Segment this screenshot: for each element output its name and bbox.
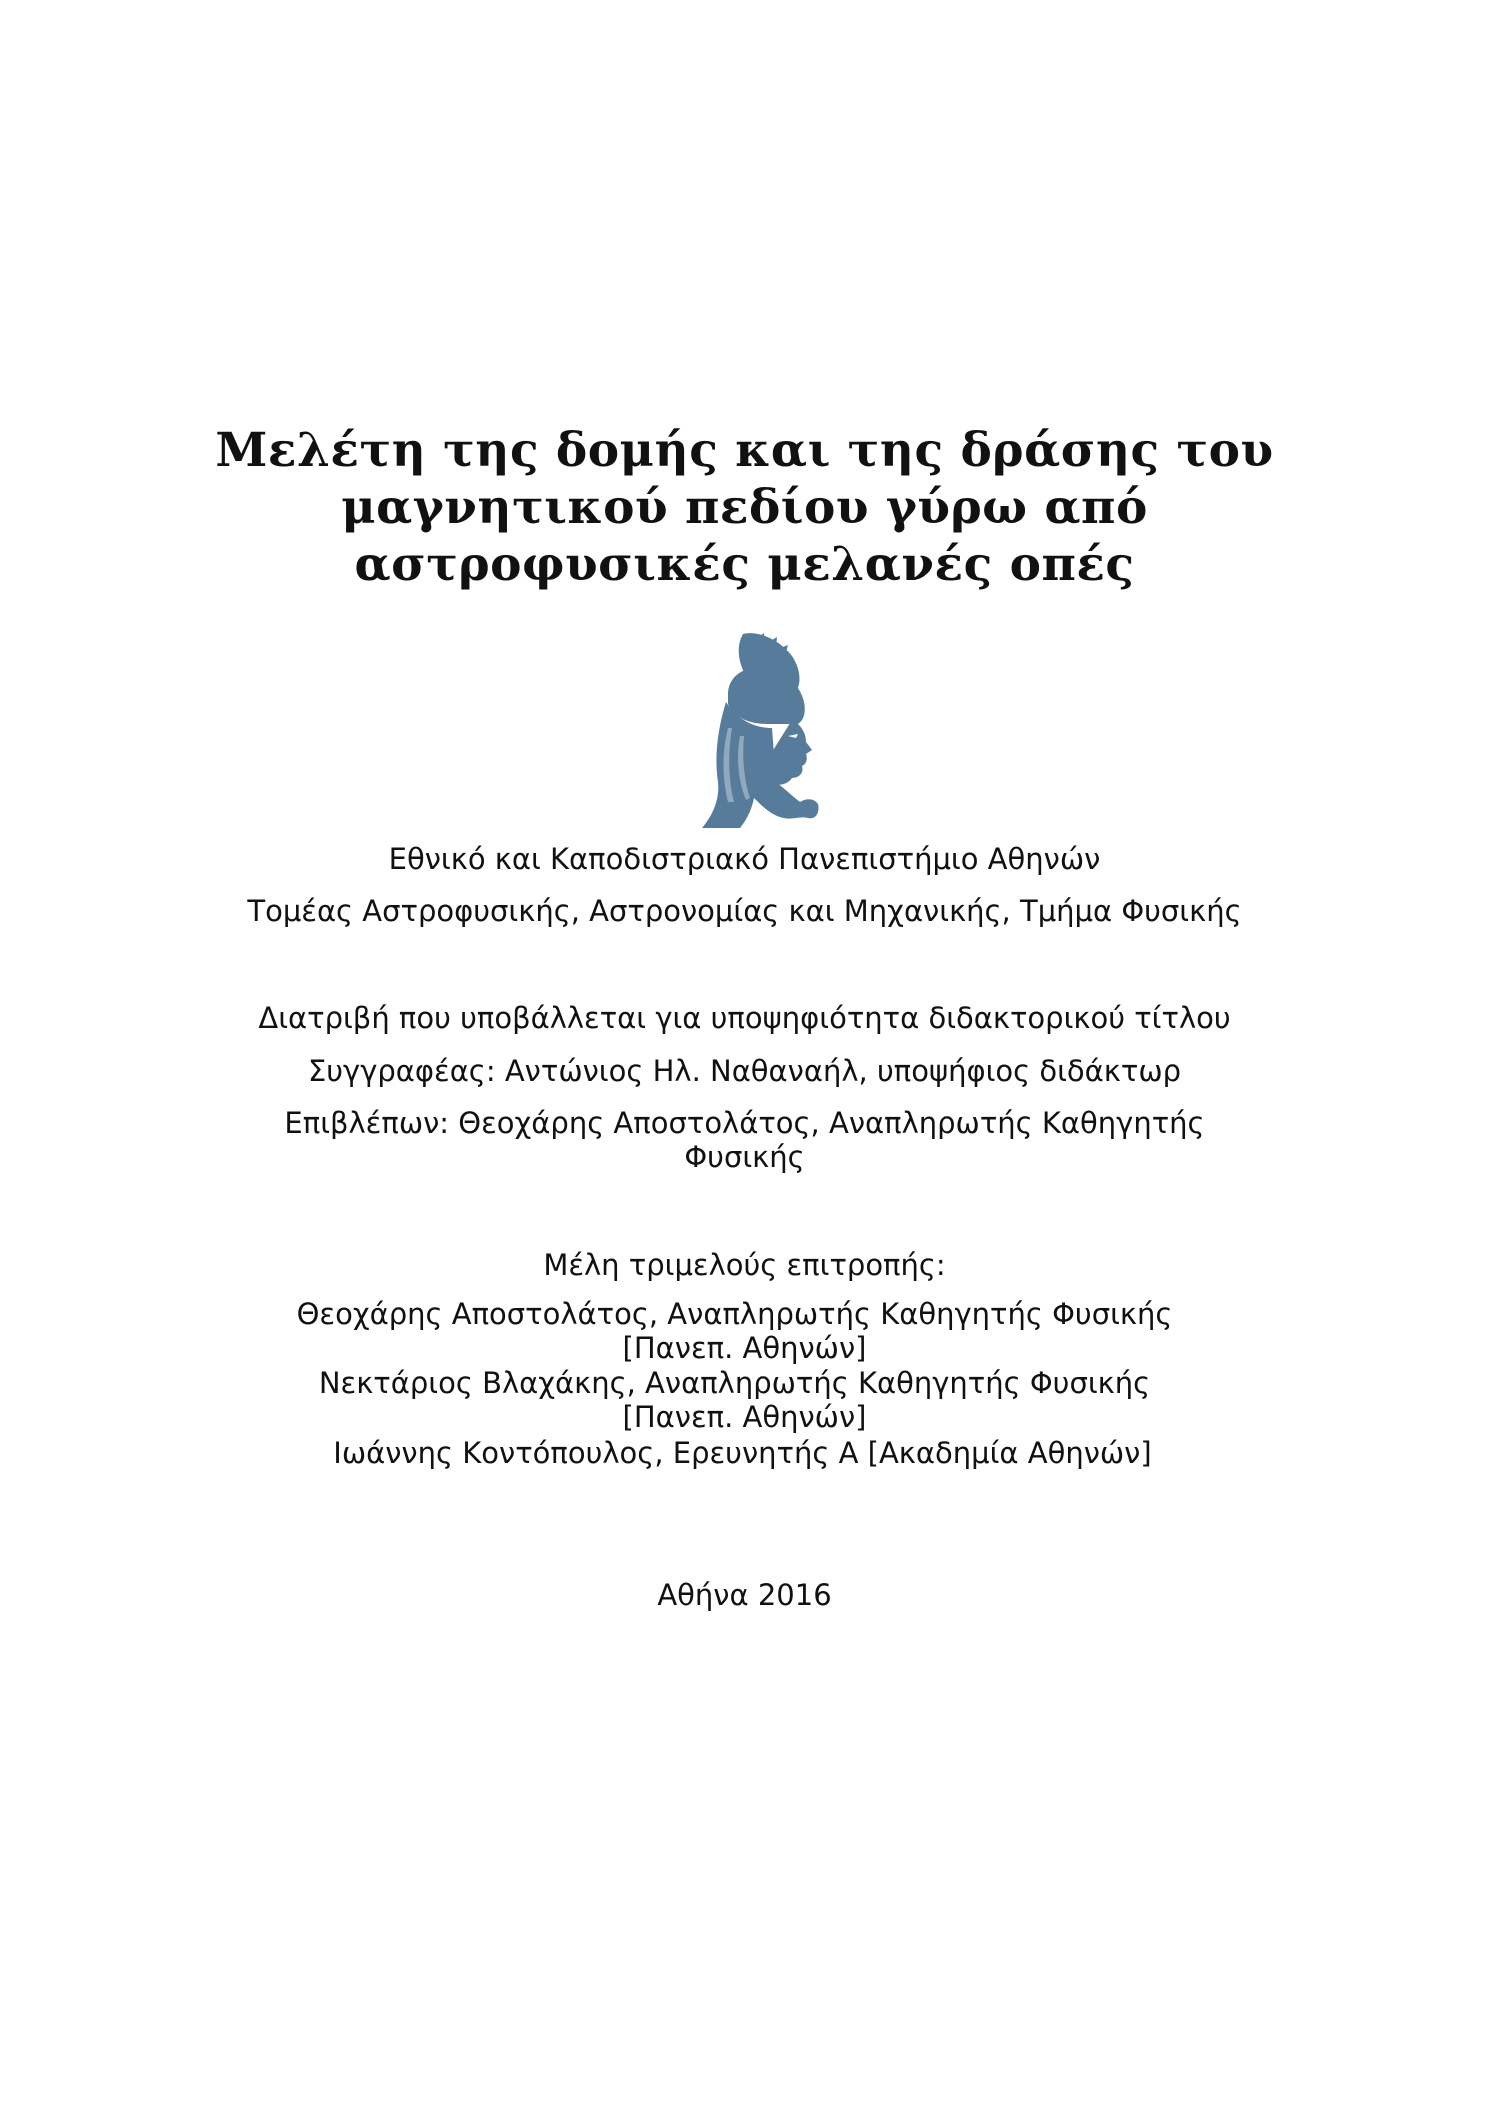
- title-line-3: αστροφυσικές μελανές οπές: [354, 537, 1135, 592]
- institution-block: [0, 842, 1489, 876]
- committee-member-1-name: Θεοχάρης Αποστολάτος, Αναπληρωτής Καθηγητής Φυσικής: [296, 1297, 1173, 1331]
- committee-member-1-affiliation: [Πανεπ. Αθηνών]: [622, 1331, 867, 1365]
- committee-member-2-affiliation: [Πανεπ. Αθηνών]: [622, 1400, 867, 1434]
- thesis-description-block: [0, 1001, 1489, 1035]
- committee-member-1: [0, 1297, 1489, 1365]
- author-line: Συγγραφέας: Αντώνιος Ηλ. Ναθαναήλ, υποψήφιος διδάκτωρ: [307, 1054, 1182, 1088]
- committee-member-2: [0, 1366, 1489, 1434]
- author-block: [0, 1054, 1489, 1088]
- university-name: Εθνικό και Καποδιστριακό Πανεπιστήμιο Αθηνών: [388, 842, 1101, 876]
- committee-member-3-name: Ιωάννης Κοντόπουλος, Ερευνητής Α [Ακαδημία Αθηνών]: [333, 1436, 1152, 1470]
- title-line-2: μαγνητικού πεδίου γύρω από: [341, 480, 1148, 535]
- supervisor-line-1: Επιβλέπων: Θεοχάρης Αποστολάτος, Αναπληρωτής Καθηγητής: [284, 1106, 1205, 1140]
- committee-heading: Μέλη τριμελούς επιτροπής:: [543, 1248, 946, 1282]
- athena-head-logo-icon: [688, 632, 828, 830]
- supervisor-block: [0, 1106, 1489, 1174]
- committee-heading-block: [0, 1248, 1489, 1282]
- committee-member-3: [0, 1436, 1489, 1470]
- department-block: [0, 894, 1489, 928]
- place-year-block: [0, 1578, 1489, 1612]
- committee-member-2-name: Νεκτάριος Βλαχάκης, Αναπληρωτής Καθηγητής Φυσικής: [318, 1366, 1151, 1400]
- supervisor-line-2: Φυσικής: [684, 1140, 805, 1174]
- place-year: Αθήνα 2016: [657, 1578, 832, 1612]
- thesis-description: Διατριβή που υποβάλλεται για υποψηφιότητα διδακτορικού τίτλου: [258, 1001, 1231, 1035]
- thesis-title: [0, 422, 1489, 593]
- title-line-1: Μελέτη της δομής και της δράσης του: [215, 423, 1274, 478]
- department-name: Τομέας Αστροφυσικής, Αστρονομίας και Μηχανικής, Τμήμα Φυσικής: [247, 894, 1242, 928]
